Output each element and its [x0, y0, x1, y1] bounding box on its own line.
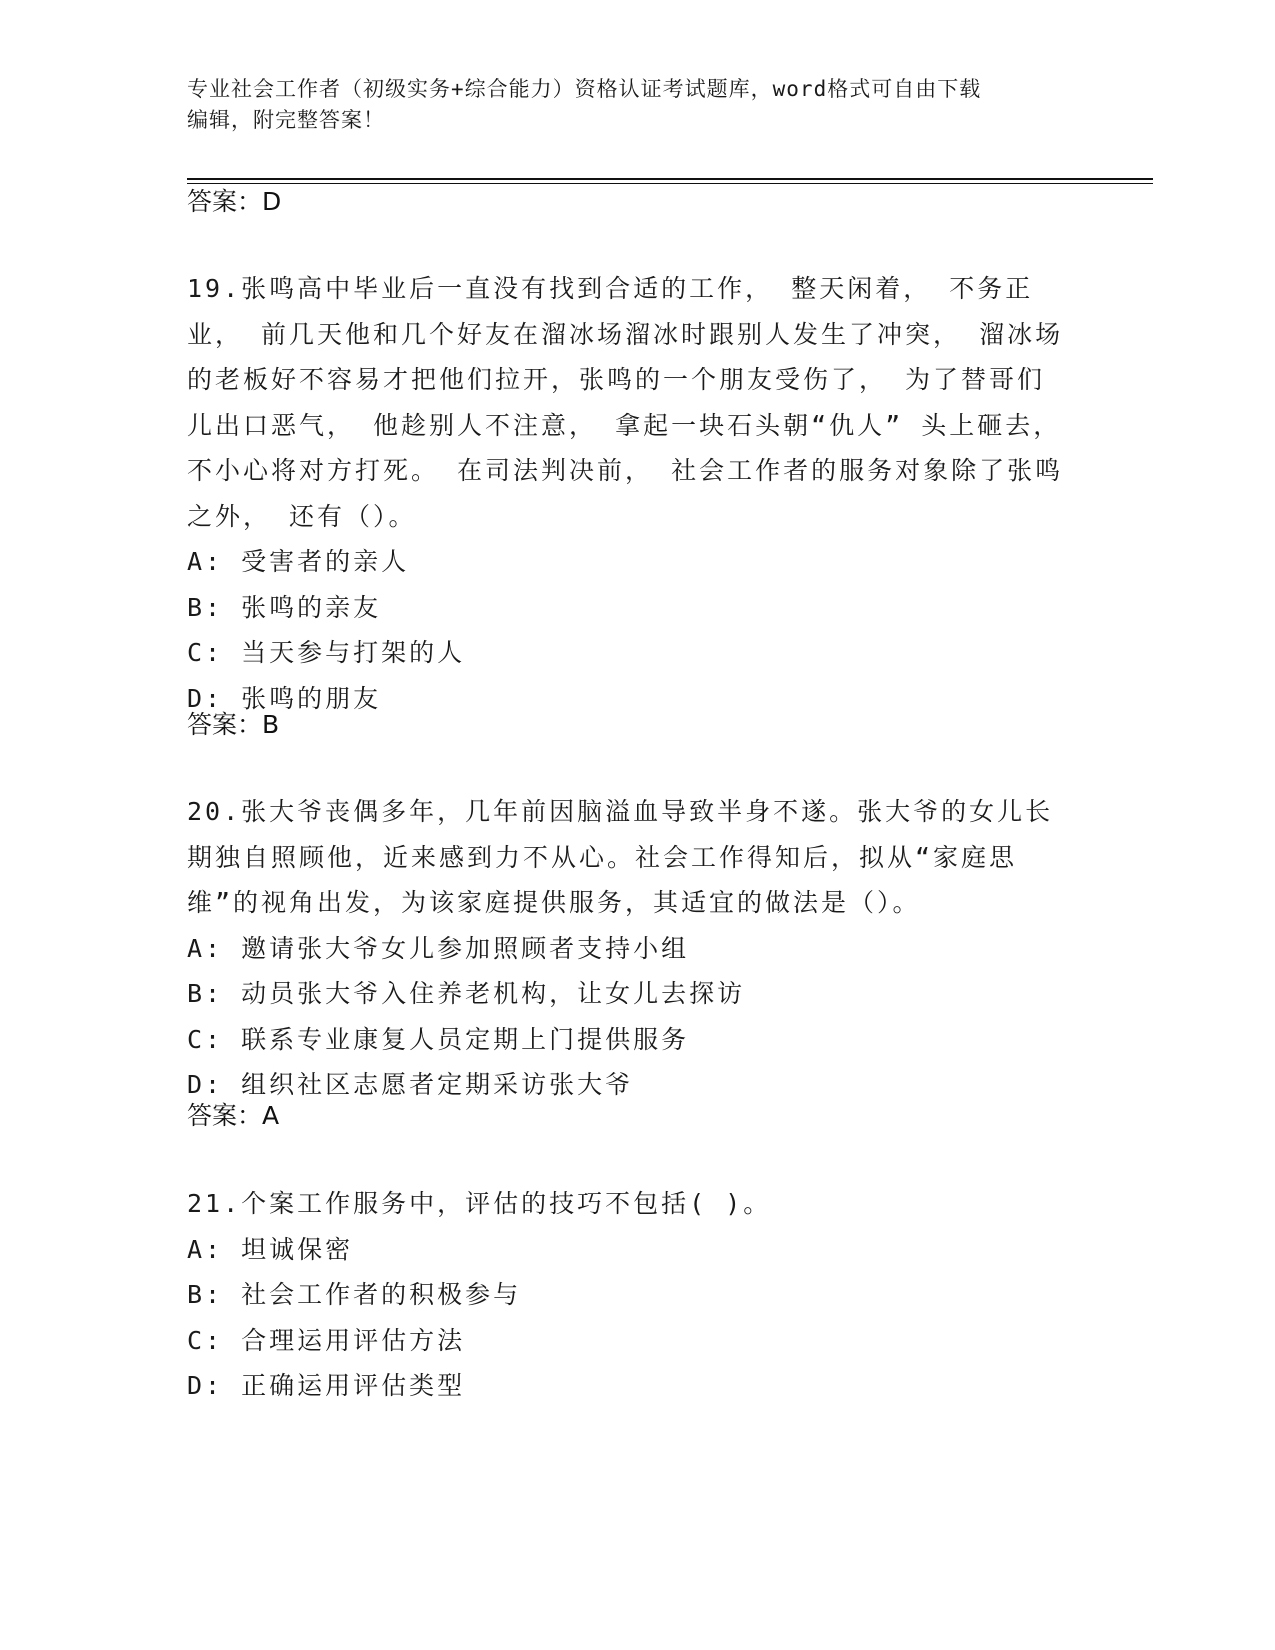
question-stem: 20.张大爷丧偶多年，几年前因脑溢血导致半身不遂。张大爷的女儿长期独自照顾他，近来感到力不从心。社会工作得知后，拟从“家庭思维”的视角出发，为该家庭提供服务，其适宜的做法是（）。: [187, 797, 1054, 917]
option-b: B: 动员张大爷入住养老机构，让女儿去探访: [187, 979, 746, 1008]
answer-label: 答案：B: [187, 710, 280, 739]
answer-label: 答案：D: [187, 187, 282, 216]
question-stem: 19.张鸣高中毕业后一直没有找到合适的工作， 整天闲着， 不务正业， 前几天他和几个好友在溜冰场溜冰时跟别人发生了冲突， 溜冰场的老板好不容易才把他们拉开，张鸣的一个朋友受伤了， 为了替哥们儿出口恶气， 他趁别人不注意， 拿起一块石头朝“仇人” 头上砸去， 不小心将对方打死。 在司法判决前， 社会工作者的服务对象除了张鸣之外， 还有（）。: [187, 274, 1064, 531]
option-b: B: 张鸣的亲友: [187, 592, 382, 622]
option-d: D: 正确运用评估类型: [187, 1371, 466, 1400]
question-20: [187, 789, 1067, 1108]
document-header: [187, 74, 1087, 136]
question-19: [187, 266, 1067, 721]
header-divider: [187, 178, 1153, 180]
option-d: D: 组织社区志愿者定期采访张大爷: [187, 1070, 634, 1099]
option-a: A: 受害者的亲人: [187, 547, 410, 576]
option-a: A: 坦诚保密: [187, 1234, 354, 1264]
answer-label: 答案：A: [187, 1101, 280, 1130]
option-c: C: 当天参与打架的人: [187, 638, 466, 667]
header-line-2: 编辑，附完整答案！: [187, 108, 385, 132]
option-c: C: 合理运用评估方法: [187, 1325, 466, 1355]
question-stem: 21.个案工作服务中，评估的技巧不包括( )。: [187, 1189, 772, 1218]
option-a: A: 邀请张大爷女儿参加照顾者支持小组: [187, 933, 690, 963]
header-line-1: 专业社会工作者（初级实务+综合能力）资格认证考试题库，word格式可自由下载: [187, 77, 982, 101]
question-21: [187, 1181, 1067, 1409]
option-b: B: 社会工作者的积极参与: [187, 1280, 522, 1309]
option-c: C: 联系专业康复人员定期上门提供服务: [187, 1024, 690, 1054]
header-divider-thin: [187, 183, 1153, 184]
option-d: D: 张鸣的朋友: [187, 683, 382, 713]
